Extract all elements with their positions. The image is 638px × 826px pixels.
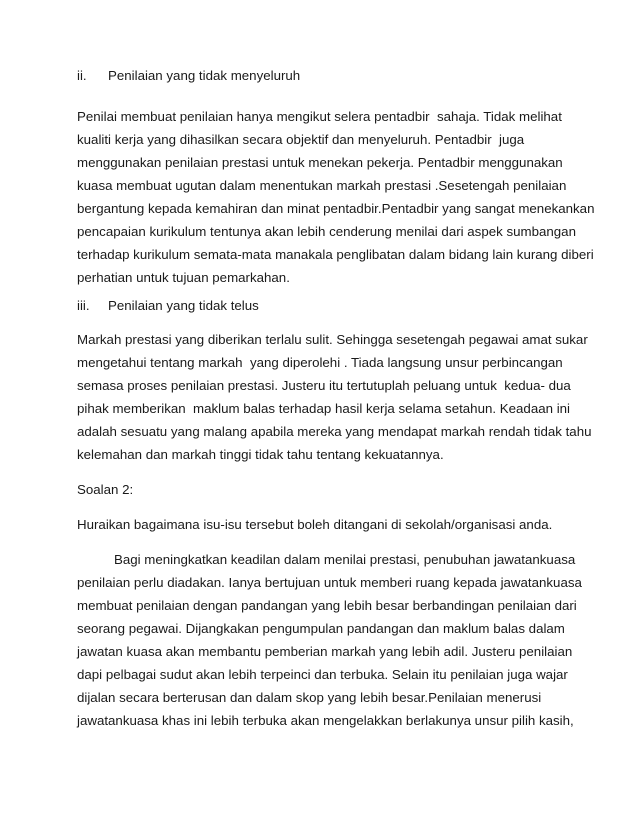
answer-line: dijalan secara berterusan dan dalam skop yang lebih besar.Penilaian menerusi (77, 690, 542, 705)
section-iii-line: adalah sesuatu yang malang apabila mereka yang mendapat markah rendah tidak tahu (77, 424, 592, 439)
section-ii-line: kualiti kerja yang dihasilkan secara objektif dan menyeluruh. Pentadbir juga (77, 132, 525, 147)
answer-line: dapi pelbagai sudut akan lebih terpeinci dan terbuka. Selain itu penilaian juga wajar (77, 667, 568, 682)
section-iii-title: Penilaian yang tidak telus (108, 298, 259, 313)
section-iii-line: kelemahan dan markah tinggi tidak tahu tentang kekuatannya. (77, 447, 444, 462)
section-iii-line: semasa proses penilaian prestasi. Justeru itu tertutuplah peluang untuk kedua- dua (77, 378, 571, 393)
answer-line: seorang pegawai. Dijangkakan pengumpulan pandangan dan maklum balas dalam (77, 621, 565, 636)
section-iii-line: pihak memberikan maklum balas terhadap hasil kerja selama setahun. Keadaan ini (77, 401, 570, 416)
section-ii-line: terhadap kurikulum semata-mata manakala penglibatan dalam bidang lain kurang diberi (77, 247, 594, 262)
section-iii-number: iii. (77, 298, 90, 313)
section-ii-number: ii. (77, 68, 87, 83)
answer-line: membuat penilaian dengan pandangan yang lebih besar berbandingan penilaian dari (77, 598, 577, 613)
question-label: Soalan 2: (77, 482, 134, 497)
section-ii-line: perhatian untuk tujuan pemarkahan. (77, 270, 290, 285)
answer-line: jawatan kuasa akan membantu pemberian markah yang lebih adil. Justeru penilaian (77, 644, 573, 659)
question-prompt: Huraikan bagaimana isu-isu tersebut boleh ditangani di sekolah/organisasi anda. (77, 517, 553, 532)
section-iii-line: mengetahui tentang markah yang diperolehi . Tiada langsung unsur perbincangan (77, 355, 563, 370)
section-ii-line: Penilai membuat penilaian hanya mengikut selera pentadbir sahaja. Tidak melihat (77, 109, 562, 124)
section-ii-line: menggunakan penilaian prestasi untuk menekan pekerja. Pentadbir menggunakan (77, 155, 563, 170)
answer-line: jawatankuasa khas ini lebih terbuka akan mengelakkan berlakunya unsur pilih kasih, (77, 713, 574, 728)
section-ii-line: pencapaian kurikulum tentunya akan lebih cenderung menilai dari aspek sumbangan (77, 224, 576, 239)
section-ii-line: bergantung kepada kemahiran dan minat pentadbir.Pentadbir yang sangat menekankan (77, 201, 595, 216)
section-iii-line: Markah prestasi yang diberikan terlalu sulit. Sehingga sesetengah pegawai amat sukar (77, 332, 588, 347)
section-ii-title: Penilaian yang tidak menyeluruh (108, 68, 301, 83)
section-ii-line: kuasa membuat ugutan dalam menentukan markah prestasi .Sesetengah penilaian (77, 178, 567, 193)
answer-line-first: Bagi meningkatkan keadilan dalam menilai prestasi, penubuhan jawatankuasa (114, 552, 576, 567)
answer-line: penilaian perlu diadakan. Ianya bertujuan untuk memberi ruang kepada jawatankuasa (77, 575, 582, 590)
